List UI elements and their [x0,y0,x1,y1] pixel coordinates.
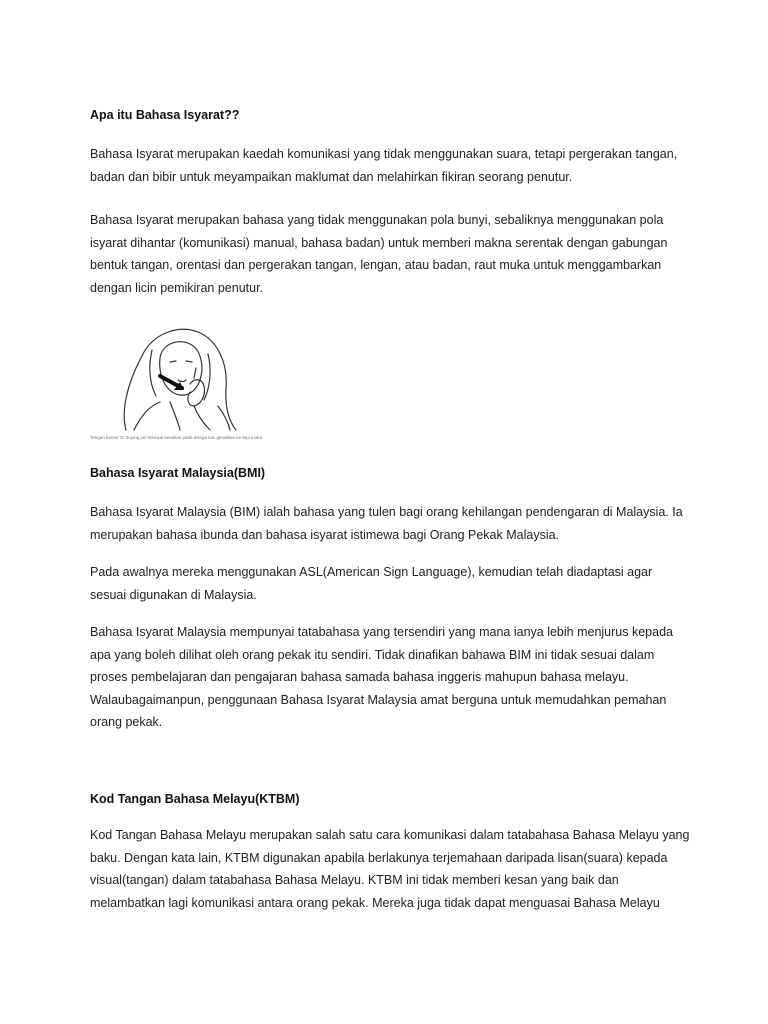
figure-caption: Tangan kanan 'D' hujung jari telunjuk kesakan pada telinga lalu gerakkan ke tepi mulut [90,435,262,440]
paragraph-definition: Bahasa Isyarat merupakan kaedah komunikasi yang tidak menggunakan suara, tetapi pergerakan tangan, badan dan bibir untuk meyampaikan maklumat dan melahirkan fikiran seorang penutur. [90,147,678,184]
woman-signing-image [90,318,250,436]
paragraph-bim-grammar: Bahasa Isyarat Malaysia mempunyai tatabahasa yang tersendiri yang mana ianya lebih menjurus kepada apa yang boleh dilihat oleh orang pekak itu sendiri. Tidak dinafikan bahawa BIM ini tidak sesuai dalam proses pembelajaran dan pengajaran bahasa samada bahasa inggeris mahupun bahasa melayu. Walaubagaimanpun, penggunaan Bahasa Isyarat Malaysia amat berguna untuk memudahkan pemahan orang pekak. [90,625,673,729]
paragraph-description: Bahasa Isyarat merupakan bahasa yang tidak menggunakan pola bunyi, sebaliknya menggunakan pola isyarat dihantar (komunikasi) manual, bahasa badan) untuk memberi makna serentak dengan gabungan bentuk tangan, orentasi dan pergerakan tangan, lengan, atau badan, raut muka untuk menggambarkan dengan licin pemikiran penutur. [90,213,668,295]
sign-language-illustration [90,318,290,448]
section-heading-ktbm: Kod Tangan Bahasa Melayu(KTBM) [90,792,300,806]
paragraph-bim-asl: Pada awalnya mereka menggunakan ASL(American Sign Language), kemudian telah diadaptasi agar sesuai digunakan di Malaysia. [90,565,653,602]
section-heading-bim: Bahasa Isyarat Malaysia(BMI) [90,466,266,480]
paragraph-ktbm: Kod Tangan Bahasa Melayu merupakan salah satu cara komunikasi dalam tatabahasa Bahasa Melayu yang baku. Dengan kata lain, KTBM digunakan apabila berlakunya terjemahaan daripada lisan(suara) kepada visual(tangan) dalam tatabahasa Bahasa Melayu. KTBM ini tidak memberi kesan yang baik dan melambatkan lagi komunikasi antara orang pekak. Mereka juga tidak dapat menguasai Bahasa Melayu [90,828,690,910]
paragraph-bim-intro: Bahasa Isyarat Malaysia (BIM) ialah bahasa yang tulen bagi orang kehilangan pendengaran di Malaysia. Ia merupakan bahasa ibunda dan bahasa isyarat istimewa bagi Orang Pekak Malaysia. [90,505,683,542]
section-heading-bahasa-isyarat: Apa itu Bahasa Isyarat?? [90,108,240,122]
